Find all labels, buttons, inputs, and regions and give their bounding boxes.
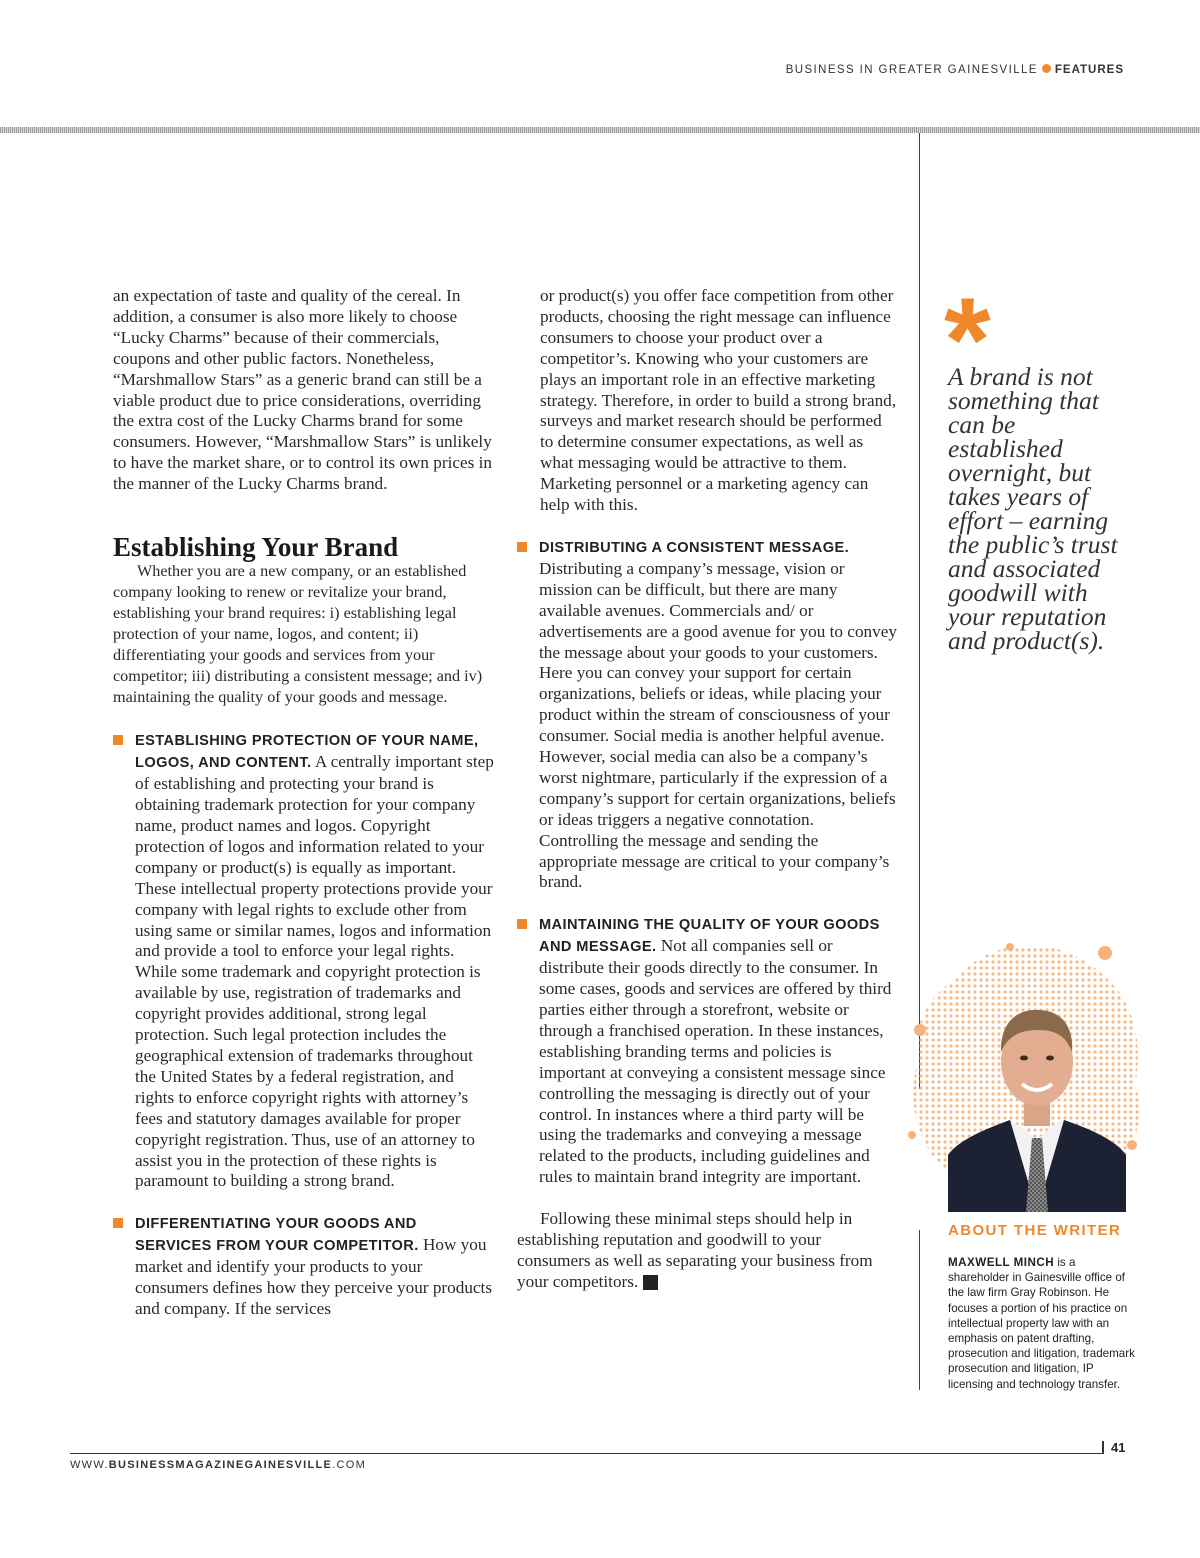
bullet-body: Distributing a company’s message, vision or mission can be difficult, but there are many available avenues. Commercials and/ or advertisements are a good avenue for you to convey the message about your goods to your customers. Here you can convey your support for certain organizations, beliefs or ideas, while placing your product within the stream of consciousness of your consumer. Social media is another helpful avenue. However, social media can also be a company’s worst nightmare, particularly if the expression of a company’s support for certain organizations, beliefs or ideas triggers a negative connotation. Controlling the message and sending the appropriate message are critical to your company’s brand. xyxy=(539,558,897,892)
footer-url[interactable] xyxy=(70,1459,366,1471)
closing-paragraph xyxy=(517,1209,897,1293)
bullet-heading: DIFFERENTIATING YOUR GOODS AND SERVICES FROM YOUR COMPETITOR. xyxy=(135,1216,419,1255)
header-rule xyxy=(0,127,1200,133)
bullet-distributing xyxy=(517,537,897,893)
bullet-heading: DISTRIBUTING A CONSISTENT MESSAGE. xyxy=(539,539,850,556)
bullet-heading: ESTABLISHING PROTECTION OF YOUR NAME, LOGOS, AND CONTENT. xyxy=(135,733,479,772)
author-photo xyxy=(948,980,1126,1212)
bullet-body: Not all companies sell or distribute their goods directly to the consumer. In some cases, goods and services are offered by third parties either through a storefront, website or through a franchised operation. In these instances, establishing branding terms and policies is important at conveying a consistent message since controlling the messaging is directly out of your control. In instances where a third party will be using the trademarks and conveying a message related to the products, including guidelines and rules to maintain brand integrity are important. xyxy=(539,936,892,1187)
bio-divider xyxy=(919,1230,920,1390)
pull-quote: A brand is not something that can be established overnight, but takes years of effort – earning the public’s trust and associated goodwill with your reputation and product(s). xyxy=(948,362,1118,655)
article-column-1 xyxy=(113,286,497,1320)
page-number-tick xyxy=(1102,1441,1104,1454)
section-name: FEATURES xyxy=(1054,64,1124,76)
orange-dot-icon xyxy=(1042,64,1051,73)
end-mark-icon: B xyxy=(643,1275,658,1290)
url-prefix: WWW. xyxy=(70,1459,109,1471)
asterisk-icon: * xyxy=(944,273,991,407)
closing-text: Following these minimal steps should help in establishing reputation and goodwill to your consumers as well as separating your business from your competitors. xyxy=(517,1209,873,1291)
url-suffix: .COM xyxy=(332,1459,367,1471)
article-column-2 xyxy=(517,286,897,1293)
bullet-square-icon xyxy=(113,1218,123,1228)
url-main: BUSINESSMAGAZINEGAINESVILLE xyxy=(108,1459,333,1471)
author-bio-text: is a shareholder in Gainesville office of the law firm Gray Robinson. He focuses a portion of his practice on intellectual property law with an emphasis on patent drafting, prosecution and litigation, trademark prosecution and litigation, IP licensing and technology transfer. xyxy=(948,1256,1135,1391)
section-heading: Establishing Your Brand xyxy=(113,532,399,563)
about-writer-heading: ABOUT THE WRITER xyxy=(948,1222,1122,1239)
bullet-body: A centrally important step of establishing and protecting your brand is obtaining trademark protection for your company name, product names and logos. Copyright protection of logos and information related to your company or product(s) is equally as important. These intellectual property protections provide your company with legal rights to exclude other from using same or similar names, logos and information and provide a tool to enforce your legal rights. While some trademark and copyright protection is available by use, registration of trademarks and copyright provides additional, strong legal protection. Such legal protection includes the geographical extension of trademarks throughout the United States by a federal registration, and rights to enforce copyright rights with attorney’s fees and statutory damages available for proper copyright registration. Thus, use of an attorney to assist you in the protection of these rights is paramount to building a strong brand. xyxy=(135,752,494,1191)
bullet-square-icon xyxy=(517,919,527,929)
bullet-heading: MAINTAINING THE QUALITY OF YOUR GOODS AND MESSAGE. xyxy=(539,917,880,956)
lead-paragraph: an expectation of taste and quality of the cereal. In addition, a consumer is also more likely to choose “Lucky Charms” because of their commercials, coupons and other public factors. Nonetheless, “Marshmallow Stars” as a generic brand can still be a viable product due to price considerations, overriding the extra cost of the Lucky Charms brand for some consumers. However, “Marshmallow Stars” is unlikely to have the market share, or to control its own prices in the manner of the Lucky Charms brand. xyxy=(113,286,492,494)
bullet-square-icon xyxy=(113,735,123,745)
bullet-maintaining xyxy=(517,914,897,1188)
bullet-body: How you market and identify your products to your consumers defines how they perceive your products and company. If the services xyxy=(135,1235,493,1318)
author-name: MAXWELL MINCH xyxy=(948,1256,1055,1269)
author-bio xyxy=(948,1255,1136,1392)
bullet-square-icon xyxy=(517,542,527,552)
publication-name: BUSINESS IN GREATER GAINESVILLE xyxy=(785,64,1038,76)
continued-paragraph: or product(s) you offer face competition from other products, choosing the right message can influence consumers to choose your product over a competitor’s. Knowing who your customers are plays an important role in an effective marketing strategy. Therefore, in order to build a strong brand, surveys and market research should be performed to determine consumer expectations, as well as what messaging would be attractive to them. Marketing personnel or a marketing agency can help with this. xyxy=(540,286,897,515)
intro-paragraph: Whether you are a new company, or an established company looking to renew or revitalize your brand, establishing your brand requires: i) establishing legal protection of your name, logos, and content; ii) differentiating your goods and services from your competitor; iii) distributing a consistent message; and iv) maintaining the quality of your goods and message. xyxy=(113,562,483,706)
page-number: 41 xyxy=(1111,1440,1126,1455)
running-header xyxy=(786,64,1124,76)
bullet-protection xyxy=(113,730,497,1192)
footer-rule xyxy=(70,1453,1103,1454)
bullet-differentiating xyxy=(113,1213,497,1320)
